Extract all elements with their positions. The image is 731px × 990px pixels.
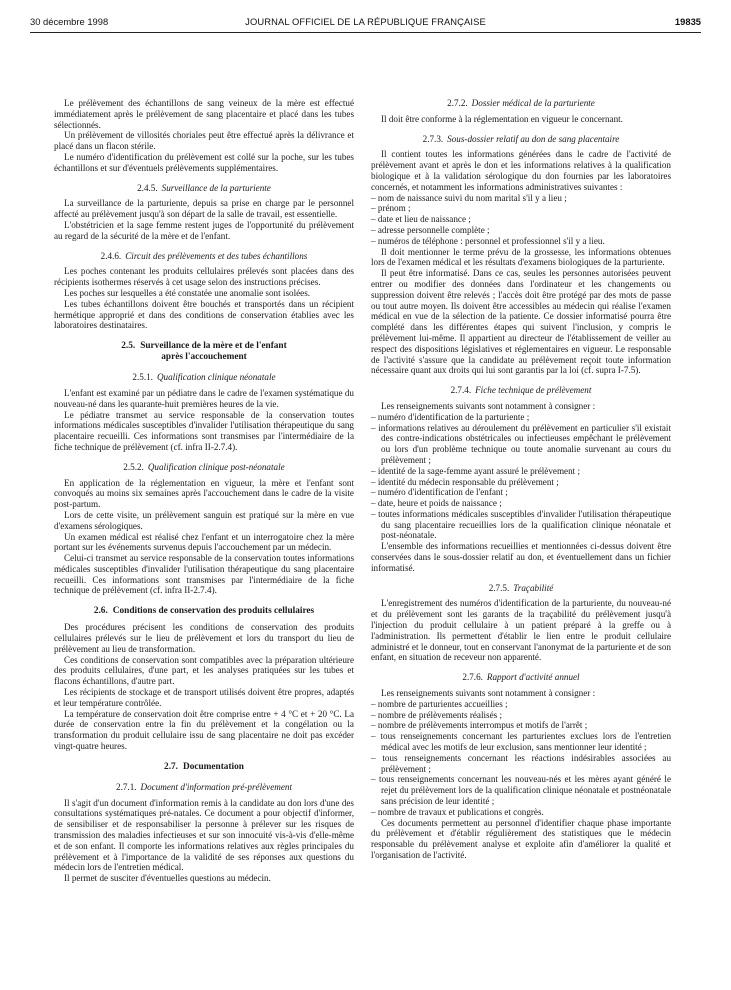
section-number: 2.5.2.	[123, 461, 144, 472]
paragraph: L'ensemble des informations recueillies et mentionnées ci-dessus doivent être conservées dans le sous-dossier relatif au don, et éventuellement dans un fichier informatisé.	[371, 541, 671, 573]
paragraph: En application de la réglementation en vigueur, la mère et l'enfant sont convoqués au moins six semaines après l'accouchement dans le cadre de la visite post-partum.	[54, 477, 354, 510]
right-column	[371, 98, 671, 861]
paragraph: Un examen médical est réalisé chez l'enfant et un interrogatoire chez la mère portant sur les événements survenus depuis l'accouchement par un médecin.	[54, 531, 354, 553]
section-title: Qualification clinique néonatale	[156, 372, 276, 383]
section-title: Rapport d'activité annuel	[486, 672, 580, 683]
section-number: 2.4.6.	[100, 250, 122, 261]
section-heading-2-7	[54, 762, 354, 773]
section-number: 2.7.6.	[462, 672, 483, 683]
section-number: 2.7.3.	[422, 133, 444, 144]
list-item: – date, heure et poids de naissance ;	[371, 498, 671, 509]
list-item: – prénom ;	[371, 203, 671, 214]
list-item: – tous renseignements concernant les réactions indésirables associées au prélèvement ;	[371, 753, 671, 775]
paragraph: L'enregistrement des numéros d'identification de la parturiente, du nouveau-né et du prélèvement sont les garants de la traçabilité du prélèvement jusqu'à l'injection du produit cellulaire à un patient préparé à la greffe ou à l'administration. Ils permettent d'établir le lien entre le produit cellulaire administré et le donneur, tout en conservant l'anonymat de la parturiente et de son enfant, en situation de receveur non apparenté.	[371, 598, 671, 663]
paragraph: Il peut être informatisé. Dans ce cas, seules les personnes autorisées peuvent entrer ou modifier des données dans l'ordinateur et les changements ou suppression doivent être relevés ; l'accès doit être protégé par des mots de passe ou tout autre moyen. Ils doivent être accessibles au médecin qui réalise l'examen médical en vue de la sélection de la patiente. Ce dossier informatisé pourra être complété dans les différentes étapes qui suivent l'inclusion, y compris le prélèvement lui-même. Il appartient au directeur de l'établissement de veiller au respect des dispositions législatives et réglementaires en vigueur. Le responsable de l'activité s'assure que la candidate au prélèvement reçoit toute information nécessaire quant aux droits qui lui sont garantis par la loi (cf. supra I-7.5).	[371, 268, 671, 376]
section-number: 2.5.1.	[132, 372, 153, 383]
list-item: – date et lieu de naissance ;	[371, 214, 671, 225]
list-item: – identité du médecin responsable du prélèvement ;	[371, 477, 671, 488]
paragraph: Les poches sur lesquelles a été constatée une anomalie sont isolées.	[64, 287, 311, 298]
section-number: 2.7.2.	[447, 98, 468, 108]
list-item: – nom de naissance suivi du nom marital s'il y a lieu ;	[371, 193, 671, 204]
journal-title: JOURNAL OFFICIEL DE LA RÉPUBLIQUE FRANÇAISE	[245, 16, 486, 27]
paragraph: Le pédiatre transmet au service responsable de la conservation toutes informations médicales susceptibles d'invalider l'utilisation thérapeutique du sang placentaire recueilli. Ces informations sont transmises par l'intermédiaire de la fiche technique de prélèvement (cf. infra II-2.7.4).	[54, 409, 354, 452]
section-title-line1: Surveillance de la mère et de l'enfant	[140, 341, 287, 352]
section-number: 2.7.5.	[488, 582, 510, 593]
section-title: Document d'information pré-prélèvement	[140, 781, 292, 792]
list-item: – numéro d'identification de l'enfant ;	[371, 487, 671, 498]
section-heading-2-7-2	[371, 98, 671, 109]
list-item: – toutes informations médicales susceptibles d'invalider l'utilisation thérapeutique du sang placentaire recueillies lors de la qualification clinique néonatale et post-néonatale.	[371, 509, 671, 541]
paragraph: Il doit être conforme à la réglementation en vigueur le concernant.	[381, 113, 623, 124]
section-number: 2.5.	[121, 341, 136, 352]
paragraph: Ces documents permettent au personnel d'identifier chaque phase importante du prélèvement et d'établir régulièrement des statistiques que le médecin responsable du prélèvement analyse et exploite afin d'améliorer la qualité et l'organisation de l'activité.	[371, 817, 671, 860]
list-item: – nombre de prélèvements réalisés ;	[371, 710, 671, 721]
section-title-line2: après l'accouchement	[161, 352, 247, 363]
section-heading-2-6	[54, 606, 354, 617]
page-header	[30, 16, 701, 30]
list-item: – tous renseignements concernant les nouveau-nés et les mères ayant généré le rejet du prélèvement lors de la qualification clinique néonatale et postnéonatale sans précision de leur identité ;	[371, 774, 671, 806]
section-title: Qualification clinique post-néonatale	[147, 461, 285, 472]
section-heading-2-5-2	[54, 462, 354, 473]
paragraph: Il contient toutes les informations générées dans le cadre de l'activité de prélèvement avant et après le don et les informations relatives à la qualification biologique et à la validation sérologique du don fournies par les laboratoires concernés, et notamment les informations administratives suivantes :	[371, 149, 671, 192]
issue-date: 30 décembre 1998	[30, 16, 109, 27]
paragraph: Les tubes échantillons doivent être bouchés et transportés dans un récipient hermétique approprié et dans des conditions de conservation établies avec les laboratoires destinataires.	[54, 298, 354, 331]
paragraph: La surveillance de la parturiente, depuis sa prise en charge par le personnel affecté au prélèvement jusqu'à son départ de la salle de travail, est essentielle.	[54, 198, 354, 220]
paragraph: L'enfant est examiné par un pédiatre dans le cadre de l'examen systématique du nouveau-né dans les quarante-huit premières heures de la vie.	[54, 387, 354, 409]
section-title: Circuit des prélèvements et des tubes échantillons	[125, 250, 308, 261]
section-heading-2-7-6	[371, 672, 671, 683]
section-number: 2.6.	[93, 606, 108, 617]
section-number: 2.4.5.	[137, 182, 158, 193]
section-title: Dossier médical de la parturiente	[471, 98, 595, 108]
info-list	[371, 412, 671, 542]
page-number: 19835	[674, 16, 701, 27]
paragraph: Un prélèvement de villosités choriales peut être effectué après la délivrance et placé dans un flacon stérile.	[54, 130, 354, 152]
list-item: – nombre de travaux et publications et congrès.	[371, 807, 671, 818]
section-title: Conditions de conservation des produits cellulaires	[112, 606, 315, 617]
section-title: Surveillance de la parturiente	[161, 182, 271, 193]
list-item: – informations relatives au déroulement du prélèvement en particulier s'il existait des contre-indications obstétricales ou infectieuses empêchant le prélèvement ou lors d'un problème technique ou toute anomalie survenant au cours du prélèvement ;	[371, 423, 671, 466]
section-title: Fiche technique de prélèvement	[475, 385, 592, 396]
paragraph: Ces conditions de conservation sont compatibles avec la préparation ultérieure des produits cellulaires, d'une part, et les analyses pratiquées sur les tubes et flacons échantillons, d'autre part.	[54, 654, 354, 687]
list-item: – adresse personnelle complète ;	[371, 225, 671, 236]
paragraph: Celui-ci transmet au service responsable de la conservation toutes informations médicales susceptibles d'invalider l'utilisation thérapeutique du sang placentaire recueilli. Ces informations sont transmises par l'intermédiaire de la fiche technique de prélèvement (cf. infra II-2.7.4).	[54, 553, 354, 596]
paragraph: La température de conservation doit être comprise entre + 4 °C et + 20 °C. La durée de conservation entre la fin du prélèvement et la congélation ou la transformation du produit cellulaire issu de sang placentaire ne doit pas excéder vingt-quatre heures.	[54, 708, 354, 752]
section-number: 2.7.4.	[450, 385, 472, 396]
paragraph: Les renseignements suivants sont notamment à consigner :	[381, 688, 596, 699]
section-heading-2-7-4	[371, 385, 671, 396]
paragraph: Les renseignements suivants sont notamment à consigner :	[381, 400, 596, 411]
info-list	[371, 699, 671, 818]
paragraph: Il s'agit d'un document d'information remis à la candidate au don lors d'une des consultations systématiques pré-natales. Ce document a pour objectif d'informer, de sensibiliser et de responsabiliser la personne à prélever sur les risques de transmission des maladies infectieuses et sur son innocuité vis-à-vis d'elle-même et de son enfant. Il comporte les informations relatives aux règles principales du prélèvement et à l'importance de la validité de ses réponses aux questions du médecin lors de l'entretien médical.	[54, 797, 354, 873]
section-heading-2-5-1	[54, 372, 354, 383]
paragraph: Les poches contenant les produits cellulaires prélevés sont placées dans des récipients isothermes réservés à cet usage selon des instructions précises.	[54, 266, 354, 288]
header-rule	[30, 32, 701, 33]
paragraph: Il permet de susciter d'éventuelles questions au médecin.	[64, 873, 271, 884]
section-number: 2.7.	[164, 761, 178, 772]
list-item: – nombre de prélèvements interrompus et motifs de l'arrêt ;	[371, 720, 671, 731]
paragraph: Le prélèvement des échantillons de sang veineux de la mère est effectué immédiatement après le prélèvement de sang placentaire et placé dans les tubes sélectionnés.	[54, 98, 354, 130]
paragraph: Lors de cette visite, un prélèvement sanguin est pratiqué sur la mère en vue d'examens sérologiques.	[54, 509, 354, 531]
list-item: – tous renseignements concernant les parturientes exclues lors de l'entretien médical avec les motifs de leur exclusion, sans mentionner leur identité ;	[371, 731, 671, 753]
list-item: – nombre de parturientes accueillies ;	[371, 699, 671, 710]
section-heading-2-4-5	[54, 183, 354, 194]
section-heading-2-7-3	[371, 134, 671, 145]
section-title: Traçabilité	[513, 582, 554, 593]
paragraph: Il doit mentionner le terme prévu de la grossesse, les informations obtenues lors de l'examen médical et les résultats d'examens biologiques de la parturiente.	[371, 246, 671, 268]
list-item: – numéro d'identification de la parturiente ;	[371, 412, 671, 423]
paragraph: Le numéro d'identification du prélèvement est collé sur la poche, sur les tubes échantillons et sur d'éventuels prélèvements supplémentaires.	[54, 151, 354, 173]
section-number: 2.7.1.	[116, 781, 137, 792]
section-title: Documentation	[183, 761, 244, 772]
section-heading-2-7-1	[54, 782, 354, 793]
section-heading-2-5	[54, 341, 354, 363]
paragraph: Les récipients de stockage et de transport utilisés doivent être propres, adaptés et leur température contrôlée.	[54, 687, 354, 708]
section-heading-2-4-6	[54, 251, 354, 262]
list-item: – identité de la sage-femme ayant assuré le prélèvement ;	[371, 466, 671, 477]
list-item: – numéros de téléphone : personnel et professionnel s'il y a lieu.	[371, 236, 671, 247]
paragraph: L'obstétricien et la sage femme restent juges de l'opportunité du prélèvement au regard de la sécurité de la mère et de l'enfant.	[54, 219, 354, 241]
section-heading-2-7-5	[371, 583, 671, 594]
left-column	[54, 98, 354, 884]
paragraph: Des procédures précisent les conditions de conservation des produits cellulaires prélevés sur le lieu de prélèvement et lors du transport du lieu de prélèvement au lieu de transformation.	[54, 622, 354, 654]
section-title: Sous-dossier relatif au don de sang placentaire	[447, 133, 620, 144]
info-list	[371, 193, 671, 247]
